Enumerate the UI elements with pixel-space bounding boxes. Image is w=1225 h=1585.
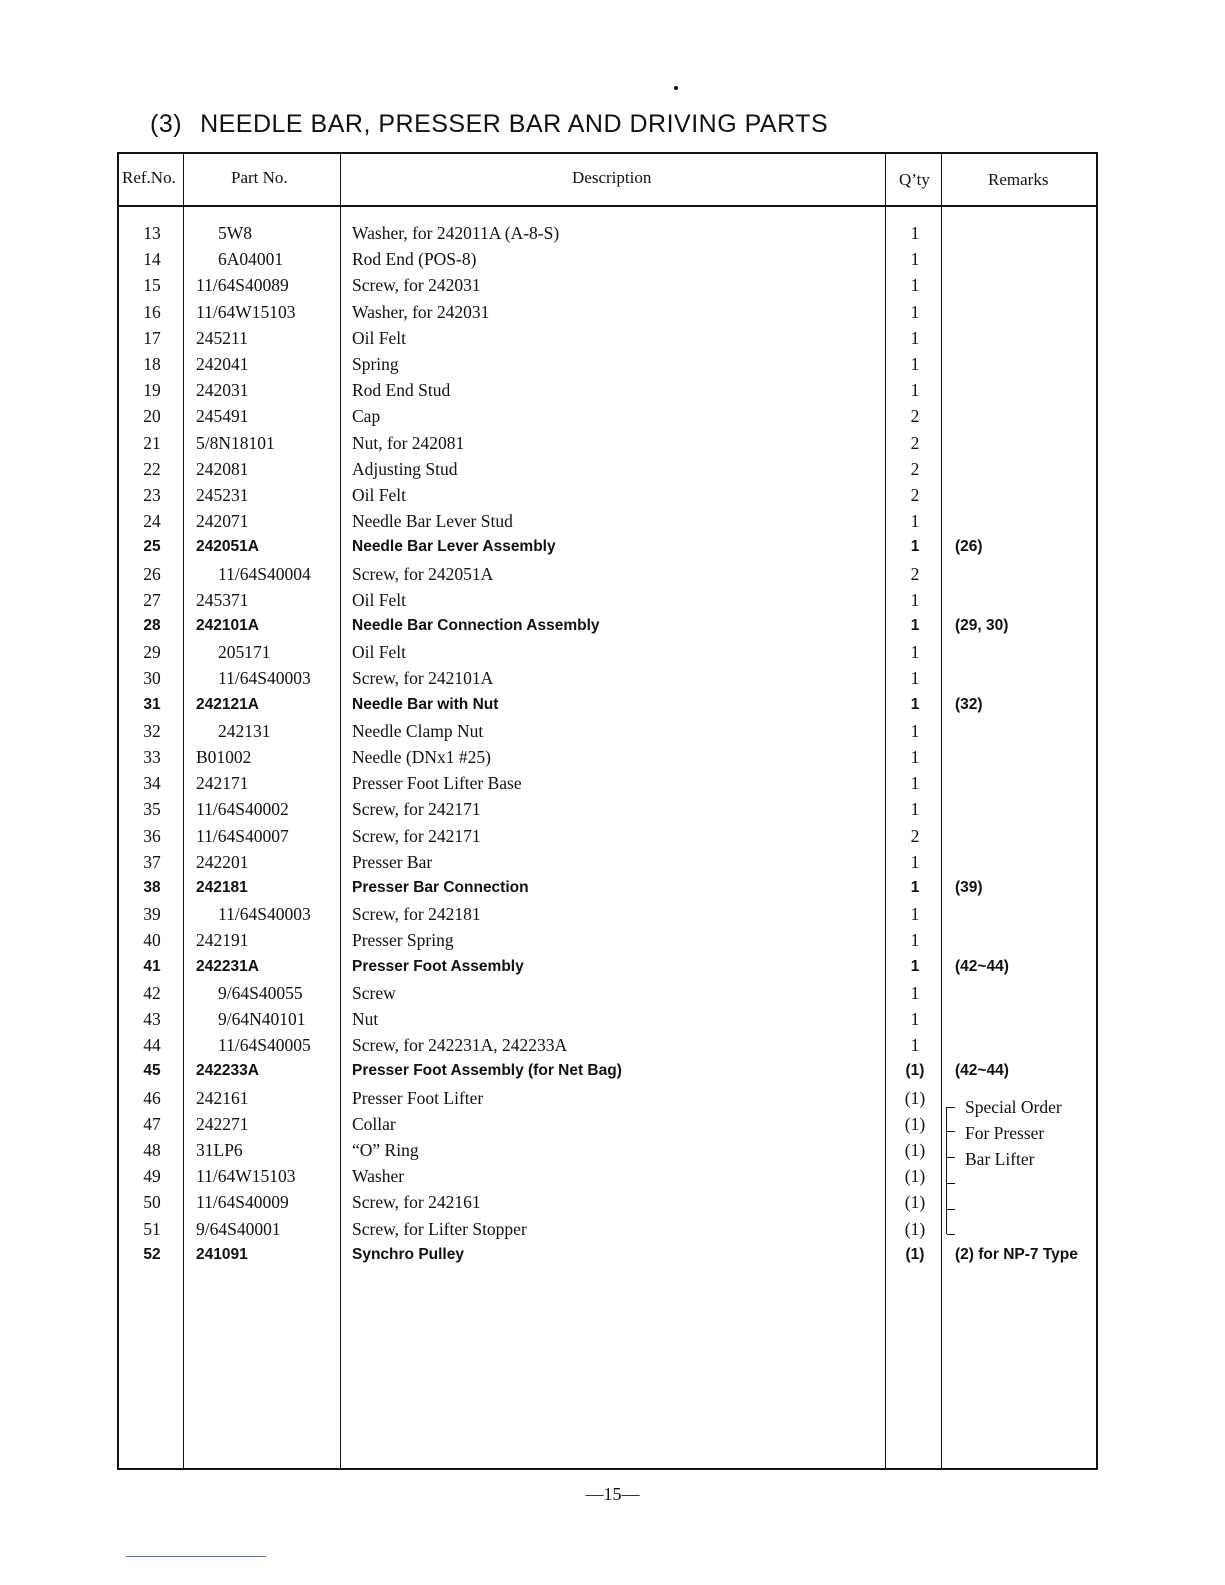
- description-cell: Screw: [352, 982, 396, 1003]
- qty-cell: 2: [910, 432, 920, 453]
- ref-cell: 46: [143, 1087, 161, 1108]
- description-cell: Screw, for 242171: [352, 825, 481, 846]
- ref-cell: 37: [143, 851, 161, 872]
- bracket-tick: [947, 1209, 955, 1210]
- section-number: (3): [150, 110, 183, 138]
- description-cell: Washer, for 242011A (A-8-S): [352, 223, 560, 243]
- remarks-cell: (32): [955, 695, 983, 713]
- part-no-cell: 205171: [218, 642, 271, 663]
- table-row: [119, 1006, 1096, 1032]
- table-row: [119, 927, 1096, 953]
- ref-cell: 43: [143, 1009, 161, 1029]
- qty-cell: 1: [910, 720, 920, 741]
- ref-cell: 36: [143, 825, 161, 846]
- table-row: [119, 1058, 1096, 1084]
- ref-cell: 13: [143, 223, 161, 243]
- part-no-cell: 11/64S40089: [196, 275, 289, 296]
- qty-cell: 1: [910, 354, 920, 374]
- qty-cell: 1: [910, 1009, 920, 1029]
- header-divider: [119, 205, 1096, 207]
- qty-cell: (1): [904, 1113, 926, 1134]
- header-ref: Ref.No.: [122, 168, 176, 187]
- description-cell: Needle (DNx1 #25): [352, 747, 491, 767]
- part-no-cell: 242233A: [196, 1062, 259, 1080]
- part-no-cell: 11/64W15103: [196, 301, 296, 322]
- description-cell: Presser Bar Connection: [352, 879, 529, 896]
- part-no-cell: 242081: [196, 458, 249, 479]
- qty-cell: 1: [910, 511, 920, 532]
- ref-cell: 23: [143, 485, 161, 505]
- bracket-tick: [947, 1234, 955, 1235]
- part-no-cell: 11/64S40009: [196, 1192, 289, 1213]
- description-cell: Synchro Pulley: [352, 1245, 464, 1263]
- remarks-cell: (42~44): [955, 957, 1009, 975]
- ref-cell: 19: [143, 380, 161, 401]
- description-cell: Needle Bar with Nut: [352, 695, 499, 713]
- qty-cell: 2: [910, 406, 920, 427]
- description-cell: Nut: [352, 1009, 379, 1029]
- part-no-cell: 241091: [196, 1245, 248, 1263]
- description-cell: Nut, for 242081: [352, 432, 465, 453]
- qty-cell: 1: [910, 301, 920, 322]
- table-row: [119, 1032, 1096, 1058]
- part-no-cell: B01002: [196, 747, 252, 767]
- qty-cell: 1: [910, 327, 920, 348]
- part-no-cell: 9/64S40001: [196, 1218, 281, 1239]
- qty-cell: 1: [910, 904, 920, 925]
- ref-cell: 34: [143, 773, 161, 794]
- ref-cell: 40: [143, 930, 161, 951]
- part-no-cell: 245491: [196, 406, 249, 427]
- header-remarks: Remarks: [988, 170, 1049, 189]
- ref-cell: 14: [143, 249, 161, 270]
- qty-cell: 1: [910, 773, 920, 794]
- note-line: For Presser: [965, 1123, 1045, 1143]
- bracket-tick: [947, 1131, 955, 1132]
- ref-cell: 35: [143, 799, 161, 820]
- description-cell: Presser Foot Assembly: [352, 957, 524, 975]
- description-cell: Washer: [352, 1166, 405, 1187]
- description-cell: Screw, for 242051A: [352, 563, 494, 584]
- table-row: [119, 770, 1096, 796]
- ref-cell: 44: [143, 1035, 161, 1056]
- part-no-cell: 9/64N40101: [218, 1009, 306, 1029]
- remarks-cell: (2) for NP-7 Type: [955, 1245, 1078, 1263]
- ref-cell: 32: [143, 720, 161, 741]
- bracket-line: [946, 1107, 955, 1234]
- part-no-cell: 245231: [196, 485, 249, 505]
- table-row: [119, 849, 1096, 875]
- description-cell: Screw, for 242171: [352, 799, 481, 820]
- qty-cell: (1): [904, 1166, 926, 1187]
- ref-cell: 22: [143, 458, 161, 479]
- table-row: [119, 220, 1096, 246]
- remarks-cell: (42~44): [955, 1062, 1009, 1080]
- bracket-tick: [947, 1157, 955, 1158]
- part-no-cell: 242231A: [196, 957, 259, 975]
- description-cell: Needle Clamp Nut: [352, 720, 484, 741]
- part-no-cell: 11/64S40007: [196, 825, 289, 846]
- ref-cell: 45: [143, 1062, 161, 1080]
- qty-cell: 1: [910, 982, 920, 1003]
- part-no-cell: 242121A: [196, 695, 259, 713]
- part-no-cell: 242171: [196, 773, 249, 794]
- description-cell: Screw, for 242231A, 242233A: [352, 1035, 568, 1056]
- table-row: [119, 430, 1096, 456]
- qty-cell: 1: [910, 957, 920, 975]
- part-no-cell: 11/64S40005: [218, 1035, 311, 1056]
- table-row: [119, 613, 1096, 639]
- qty-cell: 1: [910, 249, 920, 270]
- qty-cell: 1: [910, 617, 920, 634]
- qty-cell: 1: [910, 851, 920, 872]
- part-no-cell: 245211: [196, 327, 248, 348]
- qty-cell: 1: [910, 799, 920, 820]
- table-row: [119, 875, 1096, 901]
- part-no-cell: 242101A: [196, 617, 259, 634]
- qty-cell: 1: [910, 695, 920, 713]
- qty-cell: 2: [910, 563, 920, 584]
- description-cell: Oil Felt: [352, 327, 406, 348]
- qty-cell: (1): [904, 1087, 926, 1108]
- qty-cell: (1): [904, 1140, 926, 1160]
- ref-cell: 26: [143, 563, 161, 584]
- section-title: NEEDLE BAR, PRESSER BAR AND DRIVING PARTS: [200, 110, 829, 138]
- table-row: [119, 456, 1096, 482]
- ref-cell: 51: [143, 1218, 161, 1239]
- description-cell: “O” Ring: [352, 1140, 419, 1160]
- table-row: [119, 377, 1096, 403]
- ref-cell: 33: [143, 747, 161, 767]
- description-cell: Presser Foot Assembly (for Net Bag): [352, 1062, 622, 1080]
- remarks-cell: (26): [955, 538, 983, 556]
- remarks-cell: (39): [955, 879, 983, 896]
- qty-cell: 1: [910, 1035, 920, 1056]
- table-row: [119, 403, 1096, 429]
- table-row: [119, 299, 1096, 325]
- table-row: [119, 980, 1096, 1006]
- table-row: [119, 534, 1096, 560]
- description-cell: Rod End Stud: [352, 380, 451, 401]
- ref-cell: 25: [143, 538, 161, 556]
- ref-cell: 28: [143, 617, 161, 634]
- bracket-tick: [947, 1183, 955, 1184]
- part-no-cell: 242191: [196, 930, 249, 951]
- parts-table: [117, 152, 1098, 1470]
- part-no-cell: 31LP6: [196, 1140, 243, 1160]
- qty-cell: 1: [910, 275, 920, 296]
- part-no-cell: 245371: [196, 589, 249, 610]
- table-row: [119, 823, 1096, 849]
- description-cell: Oil Felt: [352, 642, 406, 663]
- table-row: [119, 351, 1096, 377]
- part-no-cell: 11/64S40003: [218, 668, 311, 689]
- ref-cell: 48: [143, 1140, 161, 1160]
- description-cell: Oil Felt: [352, 485, 406, 505]
- description-cell: Adjusting Stud: [352, 458, 458, 479]
- ref-cell: 21: [143, 432, 161, 453]
- ref-cell: 17: [143, 327, 161, 348]
- ref-cell: 38: [143, 879, 161, 896]
- table-row: [119, 561, 1096, 587]
- description-cell: Washer, for 242031: [352, 301, 490, 322]
- part-no-cell: 11/64S40004: [218, 563, 311, 584]
- bracket-tick: [947, 1107, 955, 1108]
- ref-cell: 52: [143, 1245, 161, 1263]
- page-title: [150, 110, 828, 139]
- ref-cell: 30: [143, 668, 161, 689]
- page-number: —15—: [585, 1484, 640, 1504]
- qty-cell: 1: [910, 930, 920, 951]
- qty-cell: 1: [910, 380, 920, 401]
- description-cell: Spring: [352, 354, 399, 374]
- table-row: [119, 508, 1096, 534]
- description-cell: Presser Foot Lifter: [352, 1087, 484, 1108]
- qty-cell: (1): [905, 1062, 925, 1080]
- ref-cell: 27: [143, 589, 161, 610]
- part-no-cell: 242201: [196, 851, 249, 872]
- qty-cell: 1: [910, 223, 920, 243]
- table-row: [119, 587, 1096, 613]
- part-no-cell: 11/64S40002: [196, 799, 289, 820]
- table-row: [119, 272, 1096, 298]
- description-cell: Presser Spring: [352, 930, 454, 951]
- description-cell: Screw, for 242101A: [352, 668, 494, 689]
- part-no-cell: 242041: [196, 354, 249, 374]
- ref-cell: 24: [143, 511, 161, 532]
- header-qty: Q’ty: [899, 170, 930, 189]
- table-row: [119, 796, 1096, 822]
- part-no-cell: 242051A: [196, 538, 259, 556]
- part-no-cell: 9/64S40055: [218, 982, 303, 1003]
- scan-line: [126, 1556, 266, 1557]
- ref-cell: 49: [143, 1166, 161, 1187]
- ref-cell: 50: [143, 1192, 161, 1213]
- table-row: [119, 639, 1096, 665]
- remarks-cell: (29, 30): [955, 617, 1009, 634]
- table-row: [119, 901, 1096, 927]
- note-line: Bar Lifter: [965, 1149, 1035, 1169]
- ref-cell: 47: [143, 1113, 161, 1134]
- description-cell: Screw, for 242181: [352, 904, 481, 925]
- ref-cell: 39: [143, 904, 161, 925]
- ref-cell: 15: [143, 275, 161, 296]
- part-no-cell: 242161: [196, 1087, 249, 1108]
- ref-cell: 41: [143, 957, 161, 975]
- description-cell: Screw, for 242161: [352, 1192, 481, 1213]
- table-row: [119, 718, 1096, 744]
- part-no-cell: 242181: [196, 879, 248, 896]
- part-no-cell: 5/8N18101: [196, 432, 275, 453]
- table-row: [119, 325, 1096, 351]
- description-cell: Presser Foot Lifter Base: [352, 773, 522, 794]
- table-row: [119, 692, 1096, 718]
- special-order-note: [964, 1094, 1062, 1172]
- description-cell: Collar: [352, 1113, 396, 1134]
- qty-cell: 1: [910, 747, 920, 767]
- qty-cell: 1: [910, 538, 920, 556]
- qty-cell: 2: [910, 825, 920, 846]
- table-row: [119, 744, 1096, 770]
- qty-cell: 1: [910, 668, 920, 689]
- header-part: Part No.: [231, 168, 288, 187]
- qty-cell: (1): [904, 1218, 926, 1239]
- description-cell: Needle Bar Lever Stud: [352, 511, 513, 532]
- scan-speck: [674, 86, 678, 90]
- ref-cell: 18: [143, 354, 161, 374]
- qty-cell: 1: [910, 589, 920, 610]
- header-description: Description: [572, 168, 652, 187]
- description-cell: Cap: [352, 406, 381, 427]
- description-cell: Oil Felt: [352, 589, 406, 610]
- ref-cell: 16: [143, 301, 161, 322]
- description-cell: Needle Bar Connection Assembly: [352, 617, 600, 634]
- description-cell: Needle Bar Lever Assembly: [352, 538, 556, 556]
- qty-cell: (1): [904, 1192, 926, 1213]
- description-cell: Presser Bar: [352, 851, 433, 872]
- part-no-cell: 11/64W15103: [196, 1166, 296, 1187]
- description-cell: Screw, for Lifter Stopper: [352, 1218, 527, 1239]
- part-no-cell: 242031: [196, 380, 249, 401]
- ref-cell: 29: [143, 642, 161, 663]
- ref-cell: 31: [143, 695, 161, 713]
- part-no-cell: 242271: [196, 1113, 249, 1134]
- part-no-cell: 242131: [218, 720, 271, 741]
- table-row: [119, 665, 1096, 691]
- part-no-cell: 6A04001: [218, 249, 284, 270]
- qty-cell: 1: [910, 642, 920, 663]
- table-row: [119, 482, 1096, 508]
- qty-cell: 2: [910, 485, 920, 505]
- table-row: [119, 246, 1096, 272]
- part-no-cell: 5W8: [218, 223, 253, 243]
- table-row: [119, 1242, 1096, 1268]
- description-cell: Rod End (POS-8): [352, 249, 477, 270]
- table-row: [119, 954, 1096, 980]
- qty-cell: 1: [910, 879, 920, 896]
- note-line: Special Order: [965, 1097, 1062, 1117]
- ref-cell: 42: [143, 982, 161, 1003]
- ref-cell: 20: [143, 406, 161, 427]
- part-no-cell: 242071: [196, 511, 249, 532]
- description-cell: Screw, for 242031: [352, 275, 481, 296]
- qty-cell: 2: [910, 458, 920, 479]
- qty-cell: (1): [905, 1245, 925, 1263]
- part-no-cell: 11/64S40003: [218, 904, 311, 925]
